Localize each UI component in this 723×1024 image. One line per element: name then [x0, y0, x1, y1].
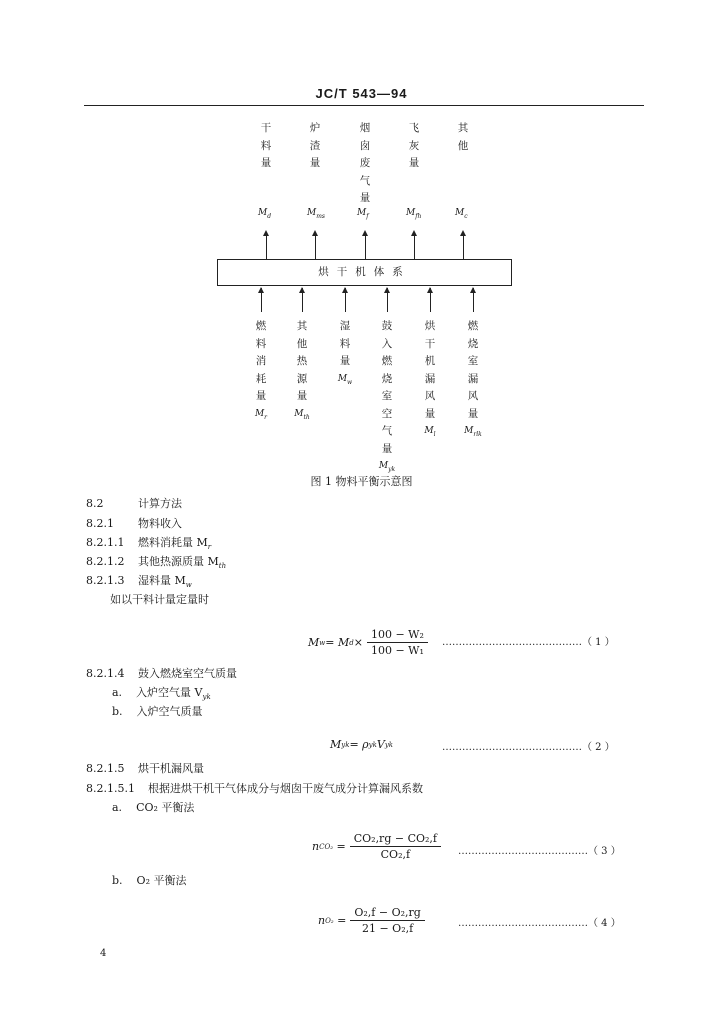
output-arrow-head: [460, 230, 466, 236]
output-label-char: 烟: [359, 122, 371, 134]
input-label-char: 料: [339, 337, 351, 350]
output-label-char: 量: [408, 157, 420, 169]
output-label: [305, 120, 325, 173]
section-8-2-1-5-1: 8.2.1.5.1 根据进烘干机干气体成分与烟囱干废气成分计算漏风系数: [86, 782, 423, 795]
input-symbol: [463, 423, 483, 443]
input-label-char: 燃: [467, 320, 479, 332]
input-label-char: 量: [296, 390, 308, 402]
input-label-char: 量: [339, 355, 351, 367]
page-number: 4: [100, 948, 107, 959]
input-symbol-letter: M: [294, 408, 304, 419]
output-symbol: [406, 208, 421, 220]
input-label-char: 烧: [381, 372, 393, 385]
output-label-char: 炉: [309, 122, 321, 134]
output-label-char: 渣: [309, 139, 321, 152]
output-symbol-letter: M: [406, 208, 416, 218]
input-symbol-subscript: w: [347, 378, 353, 386]
input-symbol: [292, 406, 312, 426]
section-8-2-1-4: 8.2.1.4 鼓入燃烧室空气质量: [86, 667, 237, 680]
input-symbol-letter: M: [424, 426, 434, 436]
input-symbol: [335, 371, 355, 391]
input-arrow-head: [299, 287, 305, 293]
section-8-2-1: 8.2.1 物料收入: [86, 517, 182, 530]
input-arrow-head: [470, 287, 476, 293]
output-label: [355, 120, 375, 208]
section-8-2-1-3: 8.2.1.3 湿料量 $M_w$: [86, 574, 192, 590]
output-arrow-head: [362, 230, 368, 236]
input-label-char: 漏: [424, 372, 436, 385]
input-label-char: 室: [467, 355, 479, 367]
output-label: [453, 120, 473, 155]
input-arrow-head: [384, 287, 390, 293]
input-label-char: 室: [381, 390, 393, 402]
input-arrow-head: [258, 287, 264, 293]
output-arrow-line: [414, 232, 415, 259]
output-label-char: 废: [359, 157, 371, 169]
equation-2-leader: ……………………………………（ 2 ）: [442, 742, 615, 753]
document-header: JC/T 543—94: [315, 86, 408, 101]
input-label-char: 燃: [255, 320, 267, 332]
input-label-char: 热: [296, 355, 308, 367]
item-a-co2-method: a. CO₂ 平衡法: [112, 801, 195, 814]
input-label-char: 量: [424, 407, 436, 420]
input-symbol-subscript: l: [433, 430, 436, 438]
input-label-char: 燃: [381, 355, 393, 367]
input-label-char: 源: [296, 372, 308, 385]
output-arrow-line: [266, 232, 267, 259]
input-label-char: 风: [467, 390, 479, 402]
input-label-char: 湿: [339, 320, 351, 332]
output-label-char: 量: [359, 192, 371, 204]
input-label: [377, 318, 397, 478]
input-symbol: [251, 406, 271, 426]
output-label-char: 囱: [359, 139, 371, 152]
input-symbol-letter: M: [378, 461, 389, 471]
input-symbol-letter: M: [254, 408, 265, 419]
input-label-char: 入: [381, 337, 393, 350]
input-label-char: 料: [255, 337, 267, 350]
output-symbol: [455, 208, 468, 220]
dry-feed-note: 如以干料计量定量时: [110, 593, 209, 606]
input-symbol: [420, 423, 440, 443]
equation-4-leader: …………………………………（ 4 ）: [458, 918, 621, 929]
input-label-char: 量: [255, 390, 267, 402]
input-label: [251, 318, 271, 426]
output-symbol-letter: M: [357, 208, 367, 218]
input-label-char: 其: [296, 320, 308, 332]
output-symbol-subscript: d: [267, 212, 272, 220]
output-label-char: 他: [457, 139, 469, 152]
input-symbol-letter: M: [337, 373, 348, 384]
input-symbol-subscript: th: [303, 413, 310, 421]
output-label-char: 干: [260, 122, 272, 134]
output-arrow-line: [463, 232, 464, 259]
input-label-char: 消: [255, 355, 267, 367]
output-arrow-head: [263, 230, 269, 236]
equation-2: M yk = ρ yk V yk: [330, 738, 394, 751]
output-symbol-subscript: ms: [316, 212, 325, 220]
figure-caption: 图 1 物料平衡示意图: [310, 475, 413, 488]
output-label-char: 料: [260, 139, 272, 152]
output-label-char: 灰: [408, 139, 420, 152]
input-label: [463, 318, 483, 443]
output-arrow-line: [315, 232, 316, 259]
section-8-2: 8.2 计算方法: [86, 497, 182, 510]
item-a-air-volume: a. 入炉空气量 $V_{yk}$: [112, 686, 211, 702]
section-8-2-1-5: 8.2.1.5 烘干机漏风量: [86, 762, 204, 775]
item-b-air-mass: b. 入炉空气质量: [112, 705, 203, 718]
output-arrow-line: [365, 232, 366, 259]
equation-3: n CO₂ = $\frac{\text{CO₂,rg − CO₂,f}}{\text{CO₂,f}}$: [312, 832, 445, 861]
output-symbol-subscript: c: [464, 212, 468, 220]
equation-1-leader: ……………………………………（ 1 ）: [442, 637, 615, 648]
input-label: [420, 318, 440, 443]
input-symbol-subscript: r: [264, 413, 268, 421]
input-label-char: 干: [424, 337, 436, 350]
input-label-char: 烧: [467, 337, 479, 350]
output-symbol-letter: M: [307, 208, 317, 218]
equation-4: n O₂ = $\frac{\text{O₂,f − O₂,rg}}{\text{21 − O₂,f}}$: [318, 906, 429, 935]
output-symbol-subscript: fh: [415, 212, 422, 220]
output-symbol: [307, 208, 325, 220]
input-label-char: 漏: [467, 372, 479, 385]
output-symbol-letter: M: [455, 208, 465, 218]
output-label-char: 气: [359, 174, 371, 187]
input-arrow-head: [427, 287, 433, 293]
input-label-char: 空: [381, 407, 393, 420]
input-label-char: 风: [424, 390, 436, 402]
input-symbol-subscript: rlk: [473, 430, 482, 438]
header-rule: [84, 105, 644, 106]
input-symbol-letter: M: [464, 426, 474, 436]
input-label-char: 气: [381, 425, 393, 437]
input-label-char: 量: [381, 442, 393, 455]
output-label-char: 量: [260, 157, 272, 169]
output-label-char: 飞: [408, 122, 420, 134]
input-arrow-head: [342, 287, 348, 293]
input-symbol-subscript: yk: [388, 465, 396, 473]
input-label-char: 鼓: [381, 320, 393, 332]
equation-1: M w = M d × $\frac{\text{100 − W₂}}{\text{100 − W₁}}$: [308, 628, 432, 657]
input-label: [292, 318, 312, 426]
output-symbol-letter: M: [258, 208, 268, 218]
output-symbol: [357, 208, 368, 220]
output-label: [404, 120, 424, 173]
input-label-char: 量: [467, 407, 479, 420]
input-label-char: 机: [424, 355, 436, 367]
output-symbol-subscript: f: [366, 212, 369, 220]
section-8-2-1-1: 8.2.1.1 燃料消耗量 $M_r$: [86, 536, 212, 552]
section-8-2-1-2: 8.2.1.2 其他热源质量 $M_{th}$: [86, 555, 227, 571]
input-label-char: 烘: [424, 320, 436, 332]
item-b-o2-method: b. O₂ 平衡法: [112, 874, 187, 887]
input-label: [335, 318, 355, 391]
output-arrow-head: [411, 230, 417, 236]
output-label: [256, 120, 276, 173]
output-label-char: 量: [309, 157, 321, 169]
input-label-char: 耗: [255, 372, 267, 385]
dryer-system-box: 烘干机体系: [217, 259, 512, 286]
output-label-char: 其: [457, 122, 469, 134]
output-arrow-head: [312, 230, 318, 236]
input-label-char: 他: [296, 337, 308, 350]
output-symbol: [258, 208, 271, 220]
equation-3-leader: …………………………………（ 3 ）: [458, 846, 621, 857]
